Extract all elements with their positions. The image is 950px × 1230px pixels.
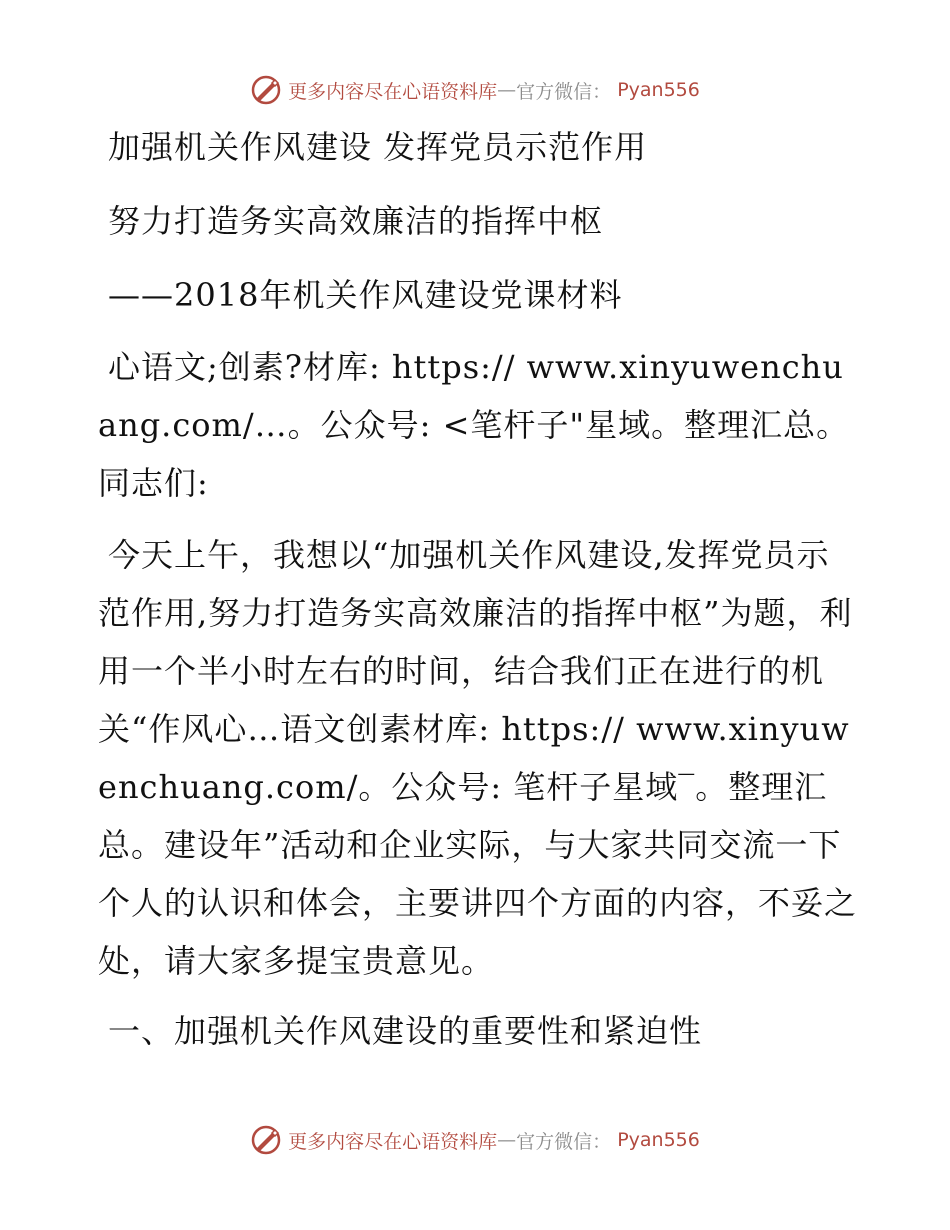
pen-logo-icon: [250, 74, 282, 106]
subtitle: ——2018年机关作风建设党课材料: [108, 276, 623, 314]
section-heading-1: 一、加强机关作风建设的重要性和紧迫性: [108, 1012, 703, 1050]
title-line-2: 努力打造务实高效廉洁的指挥中枢: [108, 202, 604, 240]
banner-dash: —: [497, 79, 517, 101]
source-line: 心语文;创素?材库: https:// www.xinyuwenchuang.com/…。公众号: <笔杆子"星域。整理汇总。同志们:: [98, 348, 850, 502]
body-paragraph: 今天上午，我想以“加强机关作风建设,发挥党员示范作用,努力打造务实高效廉洁的指挥中枢”为题，利用一个半小时左右的时间，结合我们正在进行的机关“作风心…语文创素材库: https:// www.xinyuwenchuang.com/。公众号: 笔杆子星域‾。整理汇总。建设年”活动和企业实际，与大家共同交流一下个人的认识和体会，主要讲四个方面的内容，不妥之处，请大家多提宝贵意见。: [98, 536, 858, 980]
header-banner: [0, 70, 950, 110]
banner-sub-text: 官方微信：: [516, 80, 612, 103]
title-line-1: 加强机关作风建设 发挥党员示范作用: [108, 128, 648, 166]
banner-wechat-id: Pyan556: [617, 1129, 700, 1151]
banner-main-text: 更多内容尽在心语资料库: [288, 80, 498, 103]
document-body: [98, 118, 858, 1060]
banner-wechat-id: Pyan556: [617, 79, 700, 101]
footer-banner: [0, 1120, 950, 1160]
banner-main-text: 更多内容尽在心语资料库: [288, 1130, 498, 1153]
banner-dash: —: [497, 1129, 517, 1151]
banner-sub-text: 官方微信：: [516, 1130, 612, 1153]
pen-logo-icon: [250, 1124, 282, 1156]
